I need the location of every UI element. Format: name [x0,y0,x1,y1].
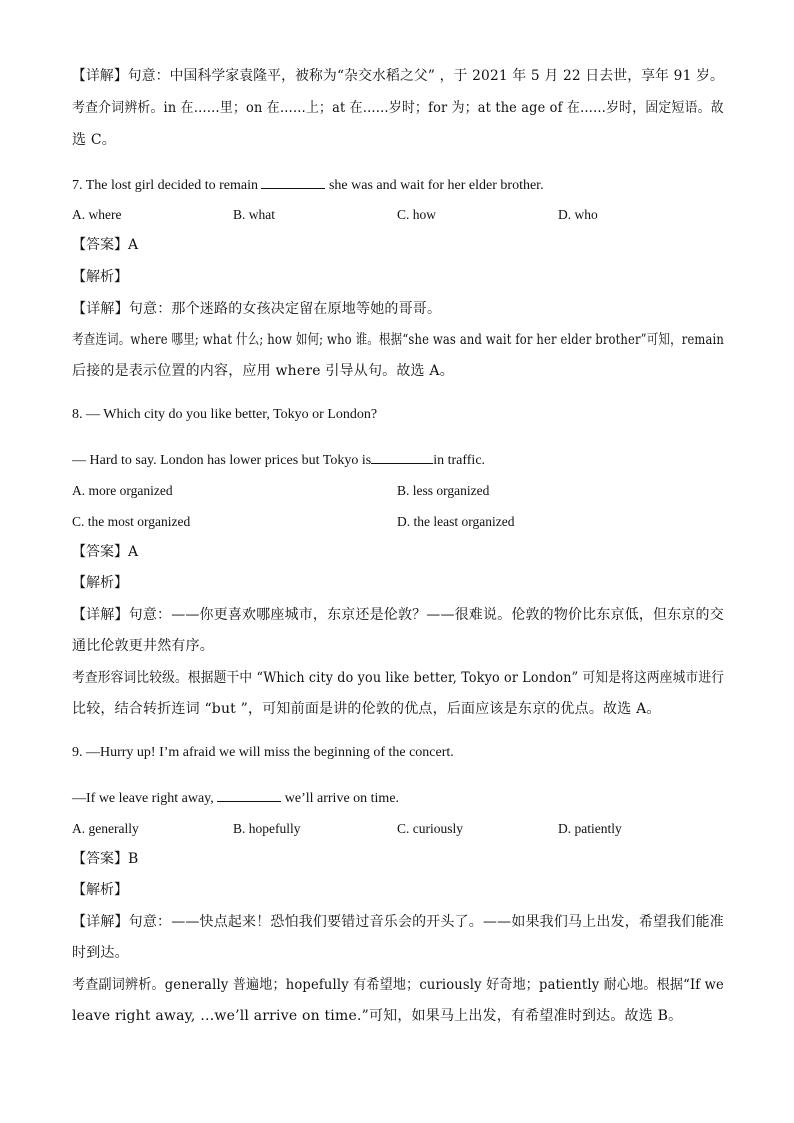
q8-detail-line-1: 【详解】句意：——你更喜欢哪座城市，东京还是伦敦？——很难说。伦敦的物价比东京低，但东京的交 [72,607,724,623]
q7-detail-line-1: 【详解】句意：那个迷路的女孩决定留在原地等她的哥哥。 [72,301,442,317]
q9-detail-line-1: 【详解】句意：——快点起来！恐怕我们要错过音乐会的开头了。——如果我们马上出发，希望我们能准 [72,914,724,930]
q9-option-d: D. patiently [558,821,622,836]
q8-option-d: D. the least organized [397,514,515,529]
q7-detail-line-3: 后接的是表示位置的内容，应用 where 引导从句。故选 A。 [72,363,454,379]
q7-stem-after: she was and wait for her elder brother. [325,178,544,193]
q9-stem-after: we’ll arrive on time. [281,791,400,806]
q8-analysis-label: 【解析】 [72,575,128,591]
q7-stem [72,174,544,196]
q6-detail-line-1: 【详解】句意：中国科学家袁隆平，被称为“杂交水稻之父” ，于 2021 年 5 月 22 日去世，享年 91 岁。 [72,68,724,84]
q8-option-c: C. the most organized [72,514,191,529]
q8-stem-after: in traffic. [433,453,486,468]
q8-answer: 【答案】A [72,544,139,560]
q9-detail-line-3: 考查副词辨析。generally 普遍地；hopefully 有希望地；curiously 好奇地；patiently 耐心地。根据“If we [72,977,724,993]
q7-option-a: A. where [72,207,122,222]
q8-stem-line-2 [72,449,485,471]
q8-stem-before: — Hard to say. London has lower prices but Tokyo is [72,453,372,468]
q7-detail-line-2: 考查连词。where 哪里; what 什么; how 如何; who 谁。根据“she was and wait for her elder brother”可知，remain [72,332,724,348]
q9-stem-line-1: 9. —Hurry up! I’m afraid we will miss the beginning of the concert. [72,745,454,760]
q9-answer: 【答案】B [72,851,139,867]
q9-detail-line-2: 时到达。 [72,945,129,961]
q9-detail-line-4: leave right away, …we’ll arrive on time.”可知，如果马上出发，有希望准时到达。故选 B。 [72,1008,683,1024]
q7-blank [261,174,325,189]
q7-option-d: D. who [558,207,598,222]
q9-stem-line-2 [72,787,399,809]
q9-blank [217,787,281,802]
q7-stem-before: 7. The lost girl decided to remain [72,178,262,193]
q7-option-c: C. how [397,207,437,222]
q8-detail-line-4: 比较，结合转折连词 “but ”，可知前面是讲的伦敦的优点，后面应该是东京的优点。故选 A。 [72,701,661,717]
q9-analysis-label: 【解析】 [72,882,128,898]
q9-option-c: C. curiously [397,821,463,836]
q6-detail-line-2: 考查介词辨析。in 在……里；on 在……上；at 在……岁时；for 为；at the age of 在……岁时，固定短语。故 [72,100,724,116]
q9-option-b: B. hopefully [233,821,301,836]
q9-option-a: A. generally [72,821,139,836]
q7-answer: 【答案】A [72,237,139,253]
q8-option-a: A. more organized [72,483,173,498]
q8-blank [371,449,433,464]
q7-option-b: B. what [233,207,275,222]
q7-analysis-label: 【解析】 [72,269,128,285]
q8-stem-line-1: 8. — Which city do you like better, Tokyo or London? [72,407,378,422]
q8-option-b: B. less organized [397,483,490,498]
q9-stem-before: —If we leave right away, [72,791,218,806]
q8-detail-line-2: 通比伦敦更井然有序。 [72,638,214,654]
q8-detail-line-3: 考查形容词比较级。根据题干中 “Which city do you like better, Tokyo or London” 可知是将这两座城市进行 [72,670,725,686]
q6-detail-line-3: 选 C。 [72,132,116,148]
